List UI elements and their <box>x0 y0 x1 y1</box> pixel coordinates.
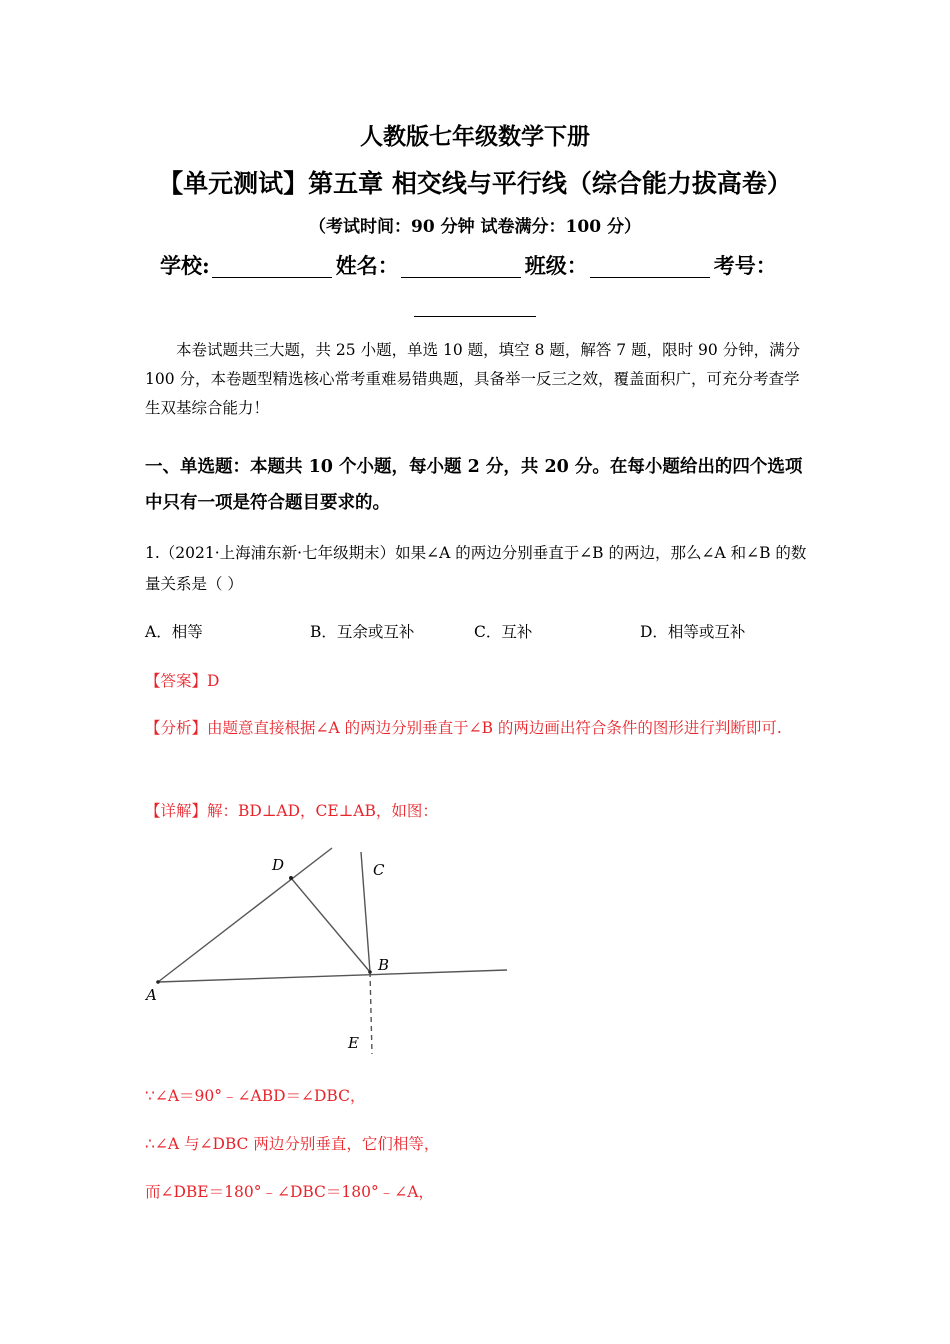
book-title: 人教版七年级数学下册 <box>360 123 590 150</box>
analysis-line <box>145 712 810 744</box>
section-heading: 一、单选题：本题共 10 个小题，每小题 2 分，共 20 分。在每小题给出的四个选项中只有一项是符合题目要求的。 <box>145 457 803 513</box>
detail-line <box>145 799 438 821</box>
point-d <box>289 876 293 880</box>
point-b <box>368 970 372 974</box>
answer-value: D <box>207 672 220 690</box>
option-d: D．相等或互补 <box>640 623 746 641</box>
geometry-figure <box>140 840 520 1065</box>
option-b: B．互余或互补 <box>310 623 415 641</box>
school-blank[interactable] <box>212 255 332 278</box>
line-cb <box>361 852 370 972</box>
point-a <box>156 980 160 984</box>
answer-label: 【答案】 <box>145 672 208 690</box>
analysis-text: 由题意直接根据∠A 的两边分别垂直于∠B 的两边画出符合条件的图形进行判断即可. <box>207 719 782 737</box>
analysis-label: 【分析】 <box>145 719 208 737</box>
detail-text: 解：BD⊥AD，CE⊥AB，如图： <box>207 802 438 820</box>
name-blank[interactable] <box>401 255 521 278</box>
step-2: ∴∠A 与∠DBC 两边分别垂直，它们相等， <box>145 1135 440 1153</box>
label-e: E <box>348 1034 359 1052</box>
intro-paragraph: 本卷试题共三大题，共 25 小题，单选 10 题，填空 8 题，解答 7 题，限时 90 分钟，满分 100 分，本卷题型精选核心常考重难易错典题，具备举一反三之效，覆盖面积广，可充分考查学生双基综合能力！ <box>145 341 801 417</box>
detail-label: 【详解】 <box>145 802 208 820</box>
class-label: 班级： <box>524 253 588 278</box>
question-text: 1.（2021·上海浦东新·七年级期末）如果∠A 的两边分别垂直于∠B 的两边，那么∠A 和∠B 的数量关系是（ ） <box>145 544 807 593</box>
option-a: A．相等 <box>145 623 203 641</box>
option-c: C．互补 <box>474 623 533 641</box>
number-label: 考号： <box>713 253 777 278</box>
unit-title: 【单元测试】第五章 相交线与平行线（综合能力拔高卷） <box>158 169 792 198</box>
label-c: C <box>373 861 385 879</box>
label-a: A <box>146 986 157 1004</box>
exam-info: （考试时间：90 分钟 试卷满分：100 分） <box>309 217 641 237</box>
step-1: ∵∠A＝90°﹣∠ABD＝∠DBC， <box>145 1087 366 1105</box>
line-be <box>370 972 372 1054</box>
number-blank[interactable] <box>414 316 536 317</box>
label-b: B <box>378 956 390 974</box>
line-ad <box>158 848 332 982</box>
answer-line <box>145 669 219 691</box>
label-d: D <box>272 856 285 874</box>
line-ab <box>158 970 507 982</box>
student-info-row <box>160 250 777 280</box>
name-label: 姓名： <box>335 253 399 278</box>
line-db <box>291 878 370 972</box>
step-3: 而∠DBE＝180°﹣∠DBC＝180°﹣∠A， <box>145 1183 434 1201</box>
class-blank[interactable] <box>590 255 710 278</box>
school-label: 学校: <box>160 253 210 278</box>
